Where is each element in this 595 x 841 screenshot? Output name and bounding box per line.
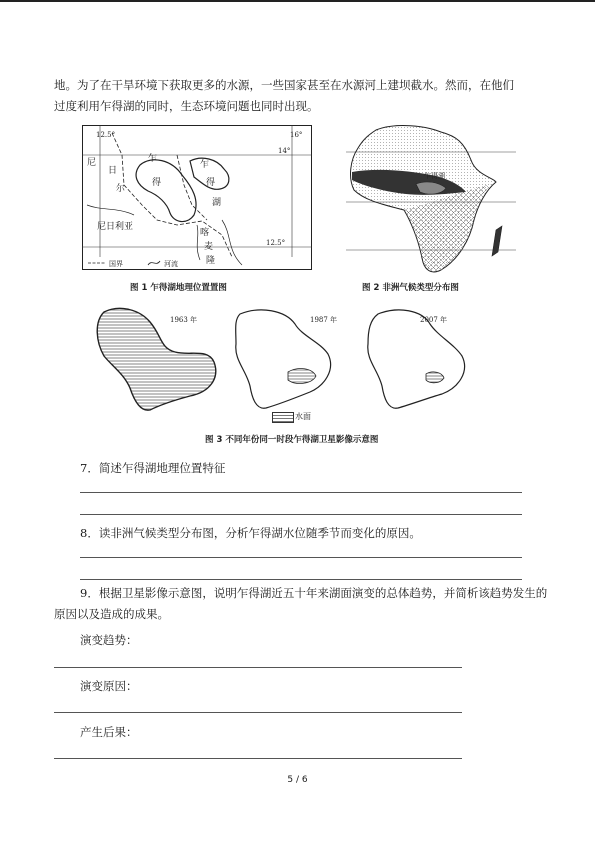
intro-line-2: 过度利用乍得湖的同时，生态环境问题也同时出现。 [54, 99, 319, 113]
lat-top-label: 14° [278, 147, 291, 155]
label-chad-a: 乍 [148, 154, 158, 164]
legend-river-label: 河流 [164, 260, 178, 268]
year-1987-label: 1987 年 [310, 316, 338, 324]
figure3-caption: 图 3 不同年份同一时段乍得湖卫星影像示意图 [205, 435, 379, 445]
lake-1963 [97, 308, 216, 410]
answer-line-trend[interactable] [54, 667, 462, 668]
year-1963-label: 1963 年 [170, 316, 198, 324]
answer-line-q8-2[interactable] [80, 579, 522, 580]
label-cameroon-2: 麦 [204, 242, 214, 252]
question-8: 8．读非洲气候类型分布图，分析乍得湖水位随季节而变化的原因。 [80, 526, 421, 540]
label-niger-1: 尼 [87, 158, 97, 168]
question-7: 7．简述乍得湖地理位置特征 [80, 461, 226, 475]
label-chad-b: 得 [152, 178, 162, 188]
africa-lake-label: 乍得湖 [424, 172, 445, 180]
water-legend-swatch [272, 412, 294, 423]
top-border [0, 0, 595, 2]
question-9: 9．根据卫星影像示意图，说明乍得湖近五十年来湖面演变的总体趋势，并简析该趋势发生的原因以及造成的成果。 [54, 586, 548, 621]
label-cameroon-1: 喀 [200, 228, 210, 238]
lat-bottom-label: 12.5° [266, 239, 286, 247]
lon-left-label: 12.5° [96, 131, 116, 139]
intro-line-1: 地。为了在干旱环境下获取更多的水源，一些国家甚至在水源河上建坝截水。然而，在他们 [54, 78, 514, 92]
answer-line-q7-1[interactable] [80, 492, 522, 493]
trend-label: 演变趋势： [80, 633, 138, 647]
figure2-caption: 图 2 非洲气候类型分布图 [362, 283, 459, 293]
reason-label: 演变原因： [80, 679, 138, 693]
figure1-caption: 图 1 乍得湖地理位置置图 [130, 283, 227, 293]
legend-border-label: 国界 [109, 260, 123, 268]
lake-1987-outline [236, 310, 331, 408]
lon-right-label: 16° [290, 131, 303, 139]
label-chad-2: 得 [206, 178, 216, 188]
figure1-location-map [82, 125, 312, 270]
label-chad-1: 乍 [200, 160, 210, 170]
figure3-satellite-images [90, 300, 510, 415]
answer-line-reason[interactable] [54, 712, 462, 713]
label-niger-2: 日 [108, 166, 118, 176]
page-number: 5 / 6 [287, 775, 308, 785]
result-label: 产生后果： [80, 725, 138, 739]
label-nigeria: 尼日利亚 [97, 222, 134, 232]
lake-2007-outline [368, 310, 465, 408]
water-legend-label: 水面 [295, 412, 311, 421]
label-cameroon-3: 隆 [206, 256, 216, 266]
label-niger-3: 尔 [116, 184, 126, 194]
label-chad-3: 湖 [212, 198, 222, 208]
answer-line-result[interactable] [54, 758, 462, 759]
answer-line-q8-1[interactable] [80, 557, 522, 558]
year-2007-label: 2007 年 [420, 316, 448, 324]
figure2-africa-climate-map [346, 120, 516, 280]
answer-line-q7-2[interactable] [80, 514, 522, 515]
